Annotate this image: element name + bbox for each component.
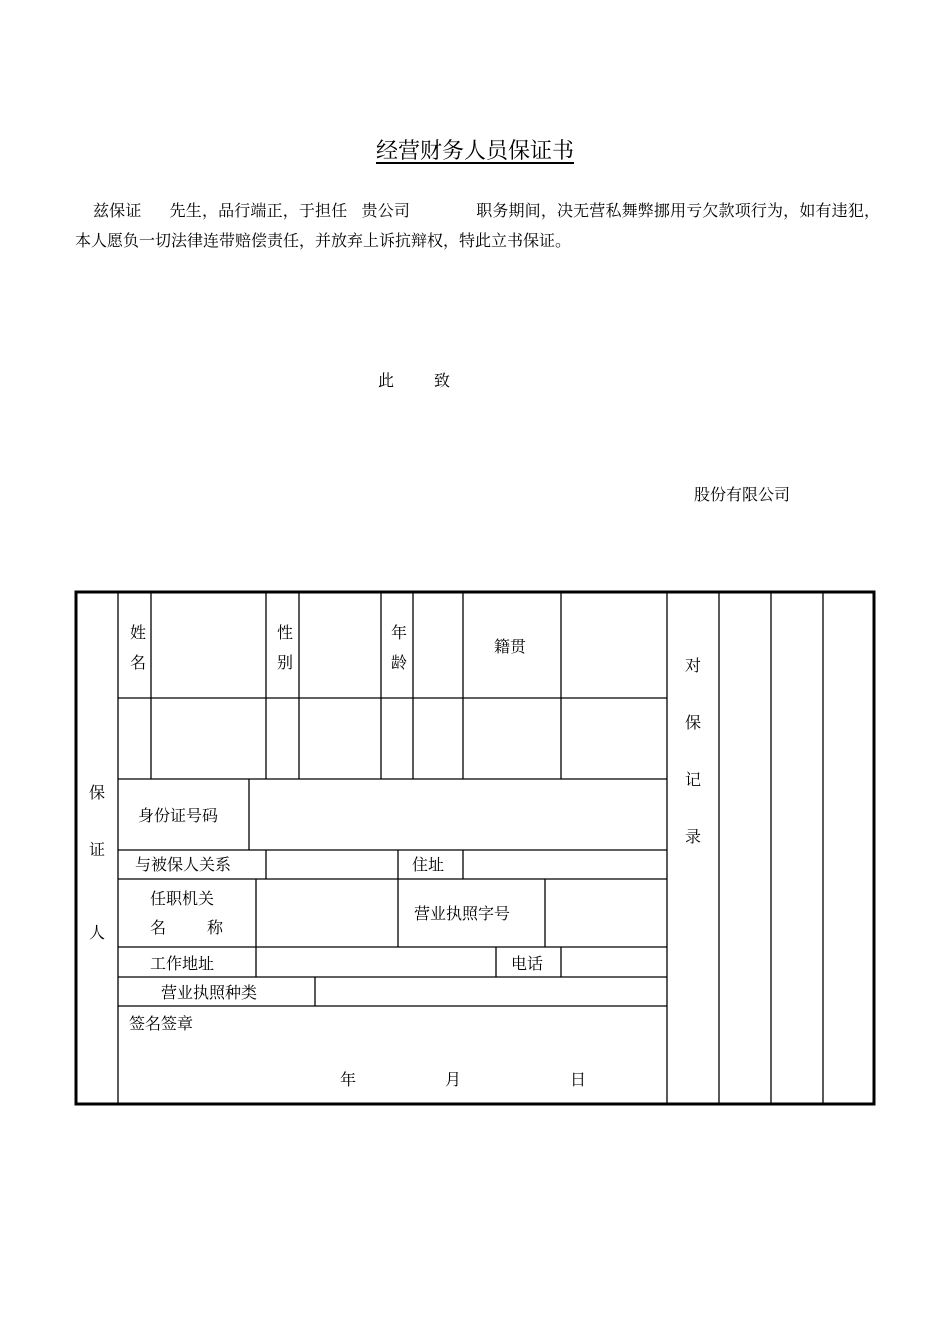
company-name: 股份有限公司 <box>694 485 791 504</box>
employer-label-line2: 名 称 <box>150 918 224 937</box>
native-place-label: 籍贯 <box>494 637 527 656</box>
name-label: 姓 名 <box>129 623 146 672</box>
license-type-label: 营业执照种类 <box>161 983 258 1002</box>
work-address-label: 工作地址 <box>150 954 215 973</box>
age-label: 年 龄 <box>390 623 407 672</box>
closing-ci: 此 <box>378 371 395 390</box>
date-month-label: 月 <box>445 1070 462 1089</box>
closing-salutation <box>378 368 450 391</box>
id-number-label: 身份证号码 <box>138 806 219 825</box>
address-label: 住址 <box>412 855 445 874</box>
date-year-label: 年 <box>340 1070 357 1089</box>
guarantee-statement <box>75 196 880 256</box>
gender-label: 性 别 <box>276 623 293 672</box>
document-title: 经营财务人员保证书 <box>375 139 574 164</box>
statement-part-1: 兹保证 <box>93 201 142 220</box>
employer-label-line1: 任职机关 <box>150 889 215 908</box>
guarantee-record-label: 对 保 记 录 <box>684 656 701 846</box>
guarantor-label: 保 证 人 <box>88 783 105 942</box>
signature-label: 签名签章 <box>129 1014 194 1033</box>
statement-part-2: 先生，品行端正，于担任 <box>169 201 348 220</box>
relation-label: 与被保人关系 <box>135 855 232 874</box>
closing-zhi: 致 <box>434 371 451 390</box>
date-day-label: 日 <box>570 1070 587 1089</box>
phone-label: 电话 <box>511 954 544 973</box>
statement-part-4: 职务期间，决无营私舞弊挪用亏欠款项行为，如有违犯，本人愿负一切法律连带赔偿责任，并放弃上诉抗辩权，特此立书保证。 <box>75 201 880 250</box>
statement-part-3: 贵公司 <box>361 201 411 220</box>
license-number-label: 营业执照字号 <box>414 904 511 923</box>
form-outer-border <box>76 592 874 1104</box>
